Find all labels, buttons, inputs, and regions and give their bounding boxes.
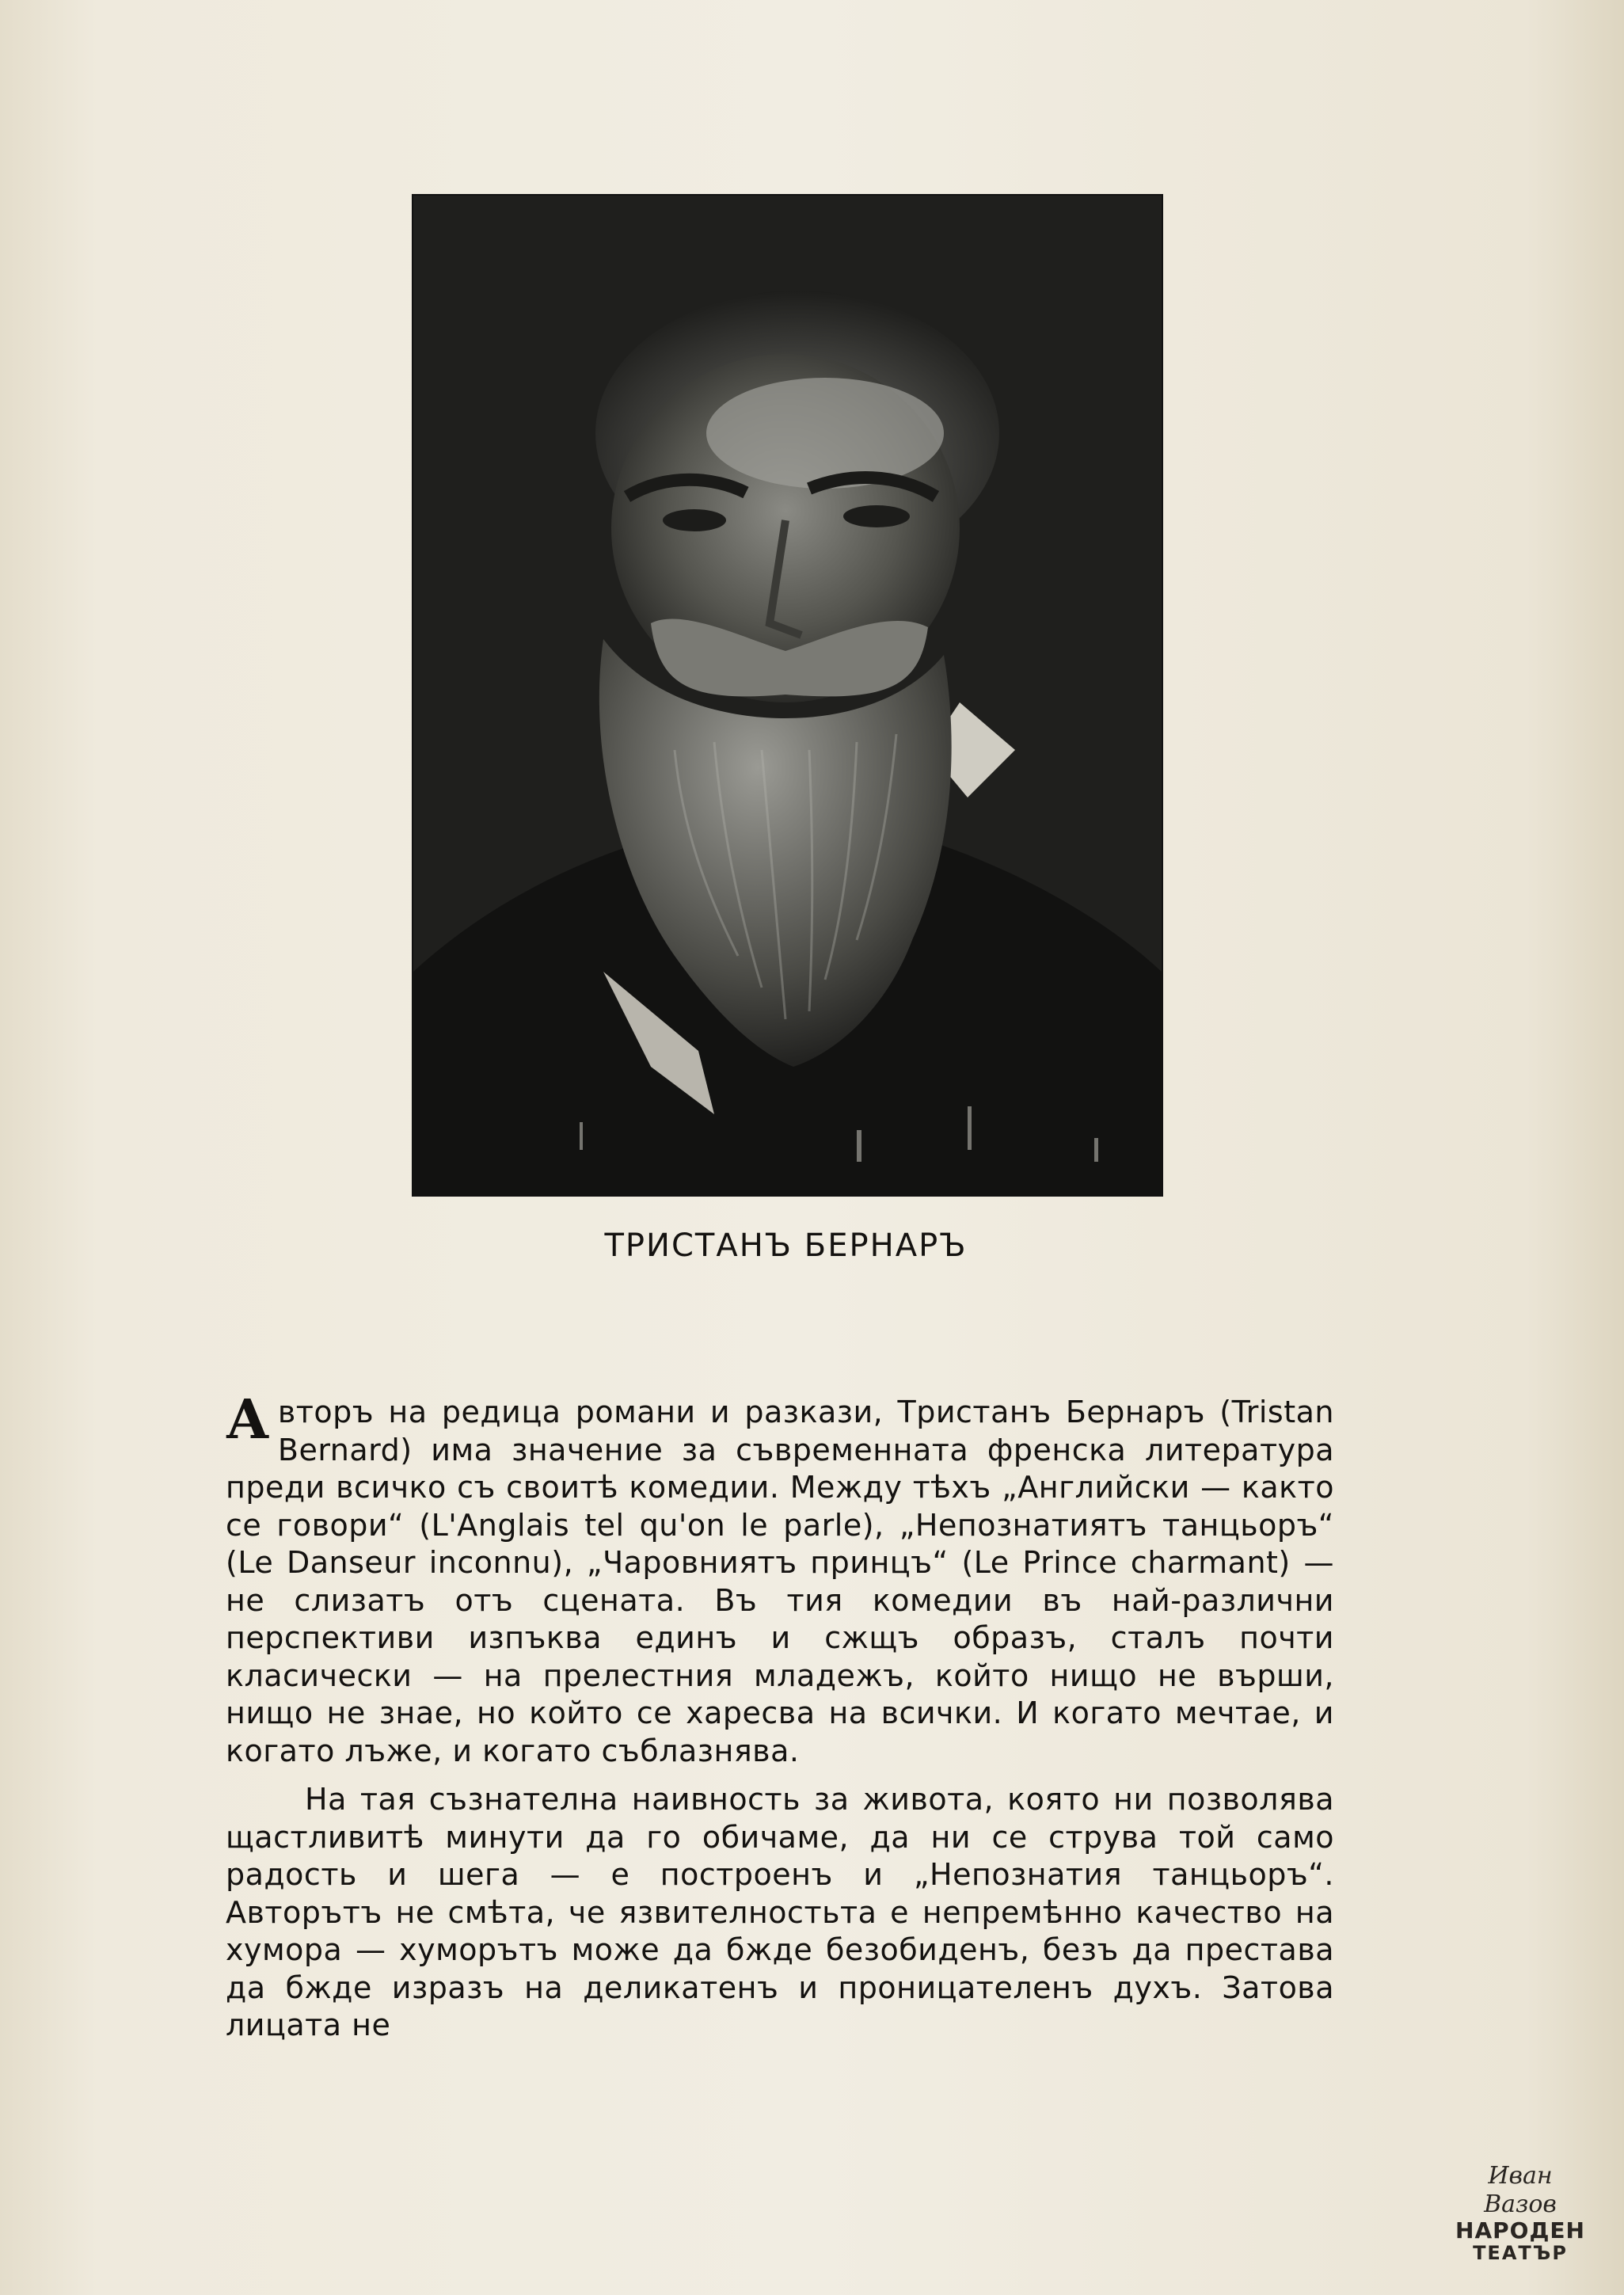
logo-line-1: НАРОДЕН bbox=[1455, 2217, 1585, 2244]
portrait-caption: ТРИСТАНЪ БЕРНАРЪ bbox=[604, 1227, 968, 1264]
logo-line-2: ТЕАТЪР bbox=[1473, 2242, 1568, 2264]
theatre-logo bbox=[1449, 2162, 1592, 2264]
author-portrait bbox=[412, 194, 1163, 1197]
paragraph-1 bbox=[226, 1388, 1334, 1770]
paragraph-1-text: вторъ на редица романи и разкази, Тристанъ Бернаръ (Tristan Bernard) има значение за съвременната френска литература преди всичко съ своитѣ комедии. Между тѣхъ „Английски — както се говори“ (L'Anglais tel qu'on le parle), „Непознатиятъ танцьоръ“ (Le Danseur inconnu), „Чаровниятъ принцъ“ (Le Prince charmant) — не слизатъ отъ сцената. Въ тия комедии въ най-различни перспективи изпъква единъ и сжщъ образъ, сталъ почти класически — на прелестния младежъ, който нищо не върши, нищо не знае, но който се харесва на всички. И когато мечтае, и когато лъже, и когато съблазнява. bbox=[226, 1395, 1334, 1768]
paragraph-2: На тая съзнателна наивность за живота, която ни позволява щастливитѣ минути да го обичаме, да ни се струва той само радость и шега — е построенъ и „Непознатия танцьоръ“. Авторътъ не смѣта, че язвителностьта е непремѣнно качество на хумора — хуморътъ може да бжде безобиденъ, безъ да престава да бжде изразъ на деликатенъ и проницателенъ духъ. Затова лицата не bbox=[226, 1782, 1334, 2042]
logo-signature: Иван Вазов bbox=[1484, 2162, 1557, 2218]
article-body bbox=[226, 1388, 1334, 2045]
drop-cap: А bbox=[226, 1388, 270, 1452]
